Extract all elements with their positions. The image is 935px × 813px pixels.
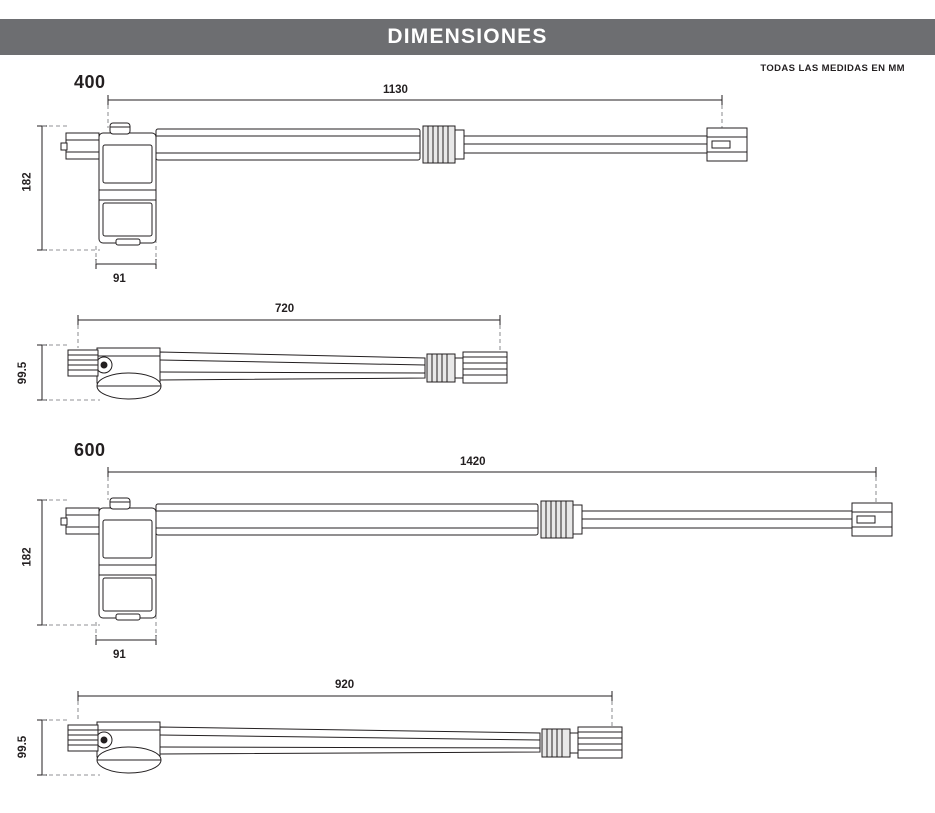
- page-title: DIMENSIONES: [387, 25, 548, 48]
- dim-400-top-width: 91: [113, 273, 126, 285]
- drawing-600-side-view: [37, 691, 622, 775]
- model-label-600: 600: [74, 440, 106, 460]
- drawing-400-top-view: [37, 95, 747, 269]
- model-label-400: 400: [74, 72, 106, 92]
- dim-400-side-length: 720: [275, 303, 295, 315]
- units-note: TODAS LAS MEDIDAS EN MM: [760, 63, 905, 74]
- dim-400-top-length: 1130: [383, 84, 408, 96]
- dim-600-top-height: 182: [21, 547, 34, 567]
- dim-600-top-width: 91: [113, 649, 126, 661]
- dim-400-top-height: 182: [21, 172, 34, 192]
- dim-600-side-length: 920: [335, 679, 355, 691]
- header-bar: [0, 19, 935, 55]
- drawing-600-top-view: [37, 467, 892, 645]
- dim-600-side-height: 99.5: [17, 735, 30, 759]
- dim-600-top-length: 1420: [460, 456, 486, 468]
- dim-400-side-height: 99.5: [17, 361, 30, 385]
- drawing-400-side-view: [37, 315, 507, 400]
